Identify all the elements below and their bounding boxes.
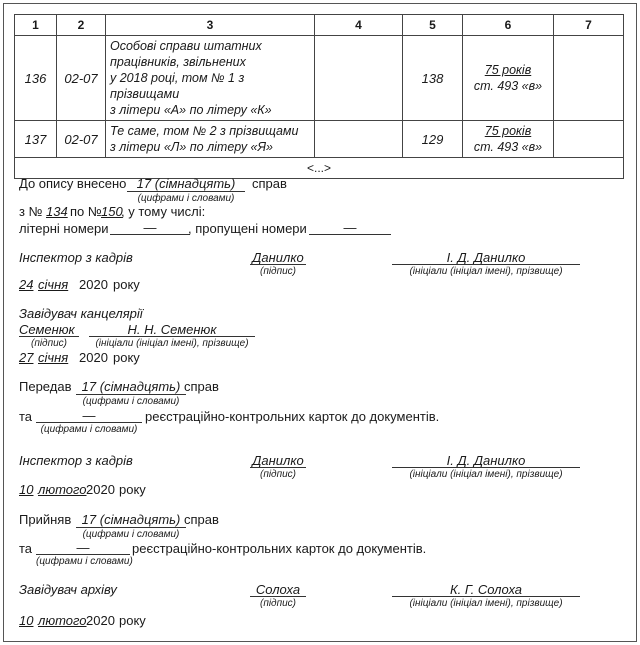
sig1-name: І. Д. Данилко (446, 250, 526, 265)
missing-numbers-label: , пропущені номери (188, 221, 307, 236)
accept-cards-suffix: реєстраційно-контрольних карток до документів. (132, 541, 427, 556)
transfer-cards-line (36, 422, 142, 423)
table-row (15, 121, 624, 158)
sig1-signature: Данилко (252, 250, 304, 265)
file-index: 02-07 (57, 36, 106, 121)
sig3-date-year: 2020 (86, 482, 115, 497)
accept-and: та (19, 541, 33, 556)
summary-from-prefix: з № (19, 204, 43, 219)
summary-count-caption: (цифрами і словами) (137, 193, 235, 204)
missing-numbers-value: — (343, 220, 357, 235)
sig2-signature-line (19, 336, 79, 337)
sig3-signature: Данилко (252, 453, 304, 468)
accept-count-line (76, 527, 186, 528)
summary-count-line (127, 191, 245, 192)
file-title-line: у 2018 році, том № 1 з прізвищами (110, 71, 245, 101)
sig4-name-caption: (ініціали (ініціал імені), прізвище) (409, 598, 563, 609)
sig4-date-day: 10 (19, 613, 34, 628)
letter-numbers-line (110, 234, 190, 235)
transfer-suffix: справ (184, 379, 219, 394)
transfer-cards-suffix: реєстраційно-контрольних карток до документів. (145, 409, 440, 424)
note-cell (554, 36, 624, 121)
file-title-line: з літери «Л» по літеру «Я» (110, 140, 273, 154)
sig2-name-caption: (ініціали (ініціал імені), прізвище) (95, 338, 249, 349)
row-number: 136 (15, 36, 57, 121)
transfer-count-line (76, 394, 186, 395)
sig2-date-day: 27 (19, 350, 34, 365)
sheet-count: 138 (403, 36, 463, 121)
retention-years: 75 років (484, 124, 532, 138)
transfer-and: та (19, 409, 33, 424)
accept-cards-caption: (цифрами і словами) (36, 556, 133, 567)
sig2-date-month: січня (38, 350, 69, 365)
sig4-position: Завідувач архіву (19, 582, 117, 597)
note-cell (554, 121, 624, 158)
sig4-date-month: лютого (38, 613, 87, 628)
file-title-line: Те саме, том № 2 з прізвищами (110, 124, 299, 138)
accept-count-caption: (цифрами і словами) (82, 529, 180, 540)
accept-count: 17 (сімнадцять) (81, 512, 181, 527)
header-cell: 1 (15, 15, 57, 36)
sig4-signature-caption: (підпис) (260, 598, 296, 609)
file-title (106, 36, 315, 121)
sig4-date-year: 2020 (86, 613, 115, 628)
transfer-prefix: Передав (19, 379, 72, 394)
sig2-signature-caption: (підпис) (31, 338, 67, 349)
retention-years: 75 років (484, 63, 532, 77)
table-header-row (15, 15, 624, 36)
sig2-date-suffix: року (113, 350, 140, 365)
sig2-name: Н. Н. Семенюк (127, 322, 217, 337)
sig1-signature-caption: (підпис) (260, 266, 296, 277)
sig3-position: Інспектор з кадрів (19, 453, 133, 468)
retention-article: ст. 493 «в» (473, 79, 543, 93)
sig1-date-year: 2020 (79, 277, 108, 292)
summary-from: 134 (46, 204, 68, 219)
summary-to-prefix: по № (70, 204, 102, 219)
sig3-date-month: лютого (38, 482, 87, 497)
sig1-signature-line (250, 264, 306, 265)
sig3-name-caption: (ініціали (ініціал імені), прізвище) (409, 469, 563, 480)
summary-count: 17 (сімнадцять) (136, 176, 236, 191)
sig3-name: І. Д. Данилко (446, 453, 526, 468)
sig2-name-line (89, 336, 255, 337)
transfer-count-caption: (цифрами і словами) (82, 396, 180, 407)
summary-prefix: До опису внесено (19, 176, 127, 191)
transfer-cards-value: — (82, 408, 96, 423)
file-title-line: Особові справи штатних (110, 39, 262, 53)
letter-numbers-label: літерні номери (19, 221, 109, 236)
sig2-date-year: 2020 (79, 350, 108, 365)
header-cell: 5 (403, 15, 463, 36)
retention-article: ст. 493 «в» (473, 140, 543, 154)
sig1-date-day: 24 (19, 277, 34, 292)
sig1-name-caption: (ініціали (ініціал імені), прізвище) (409, 266, 563, 277)
sig2-position: Завідувач канцелярії (19, 306, 143, 321)
row-number: 137 (15, 121, 57, 158)
file-title-line: працівників, звільнених (110, 55, 246, 69)
header-cell: 3 (106, 15, 315, 36)
file-index: 02-07 (57, 121, 106, 158)
header-cell: 6 (463, 15, 554, 36)
sig4-date-suffix: року (119, 613, 146, 628)
transfer-cards-caption: (цифрами і словами) (40, 424, 138, 435)
sig4-name-line (392, 596, 580, 597)
sig3-date-suffix: року (119, 482, 146, 497)
table-row (15, 36, 624, 121)
file-dates (315, 36, 403, 121)
sig1-position: Інспектор з кадрів (19, 250, 133, 265)
file-title-line: з літери «А» по літеру «К» (110, 103, 272, 117)
letter-numbers-value: — (143, 220, 157, 235)
sig3-name-line (392, 467, 580, 468)
file-title (106, 121, 315, 158)
summary-including: , у тому числі: (121, 204, 206, 219)
ellipsis-cell: <...> (15, 158, 624, 179)
accept-cards-value: — (76, 540, 90, 555)
sig1-date-suffix: року (113, 277, 140, 292)
sig4-signature-line (250, 596, 306, 597)
sig1-date-month: січня (38, 277, 69, 292)
missing-numbers-line (309, 234, 391, 235)
accept-prefix: Прийняв (19, 512, 72, 527)
retention-term (463, 121, 554, 158)
transfer-count: 17 (сімнадцять) (81, 379, 181, 394)
accept-suffix: справ (184, 512, 219, 527)
header-cell: 4 (315, 15, 403, 36)
retention-term (463, 36, 554, 121)
sig4-signature: Солоха (255, 582, 301, 597)
sig1-name-line (392, 264, 580, 265)
sig4-name: К. Г. Солоха (449, 582, 523, 597)
sheet-count: 129 (403, 121, 463, 158)
sig2-signature: Семенюк (19, 322, 75, 337)
header-cell: 7 (554, 15, 624, 36)
inventory-table (14, 14, 624, 179)
sig3-signature-caption: (підпис) (260, 469, 296, 480)
header-cell: 2 (57, 15, 106, 36)
accept-cards-line (36, 554, 130, 555)
summary-to: 150 (101, 204, 123, 219)
file-dates (315, 121, 403, 158)
summary-suffix: справ (252, 176, 287, 191)
sig3-date-day: 10 (19, 482, 34, 497)
sig3-signature-line (250, 467, 306, 468)
